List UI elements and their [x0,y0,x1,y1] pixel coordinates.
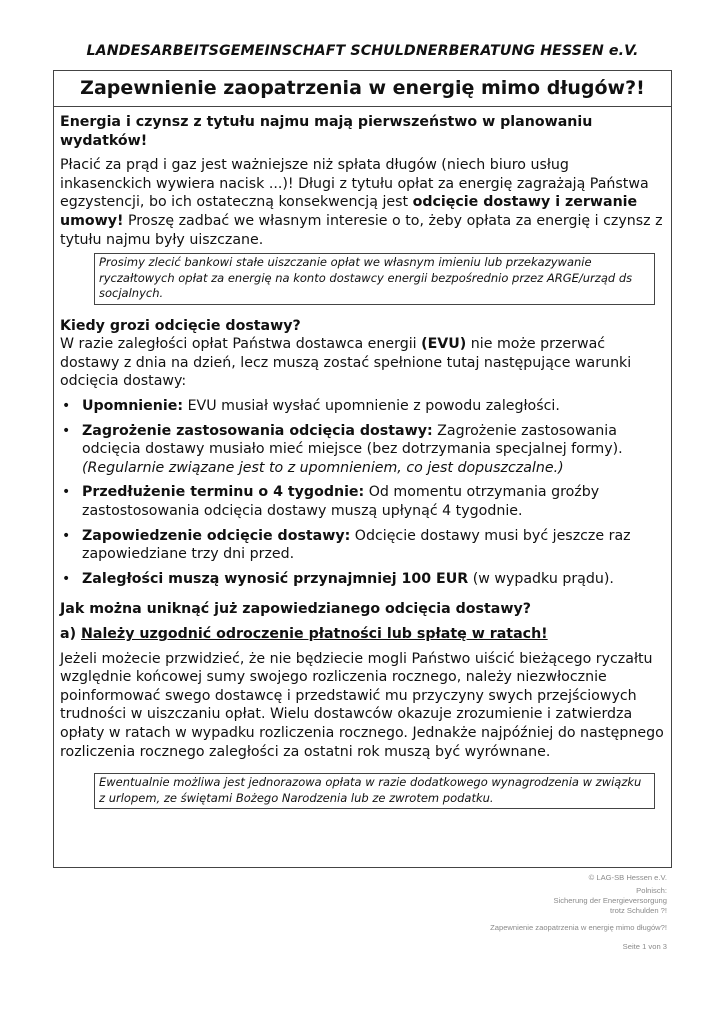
condition-label: Zapowiedzenie odcięcie dostawy: [82,527,351,544]
condition-remark: (Regularnie związane jest to z upomnieniem, co jest dopuszczalne.) [82,459,564,476]
section-priority-body [60,156,664,249]
document-frame [53,70,672,868]
bullet-icon: • [62,570,71,587]
bank-order-note: Prosimy zlecić bankowi stałe uiszczanie opłat we własnym imieniu lub przekazywanie ryczałtowych opłat za energię na konto dostawcy energii bezpośrednio przez ARGE/urząd ds socjalnych. [94,253,655,305]
section-disconnection-intro [60,335,664,391]
bullet-icon: • [62,422,71,439]
section-avoid-heading: Jak można uniknąć już zapowiedzianego odcięcia dostawy? [60,601,531,618]
list-item [60,483,664,520]
priority-body-text-end: Proszę zadbać we własnym interesie o to, żeby opłata za energię i czynsz z tytułu najmu były uiszczane. [60,212,663,248]
evu-abbreviation: (EVU) [421,336,467,353]
footer-german-title-line1: Sicherung der Energieversorgung [553,896,667,905]
list-item [60,397,664,416]
footer-polish-title: Zapewnienie zaopatrzenia w energię mimo długów?! [490,923,667,932]
section-priority-heading: Energia i czynsz z tytułu najmu mają pierwszeństwo w planowaniu wydatków! [60,114,593,149]
condition-text: Od momentu otrzymania groźby zastostosowania odcięcia dostawy muszą upłynąć 4 tygodnie. [82,484,600,519]
organization-header: LANDESARBEITSGEMEINSCHAFT SCHULDNERBERATUNG HESSEN e.V. [86,43,639,59]
footer-german-title-line2: trotz Schulden ?! [610,906,667,915]
list-item [60,422,664,478]
bullet-icon: • [62,527,71,544]
one-time-payment-note: Ewentualnie możliwa jest jednorazowa opłata w razie dodatkowego wynagrodzenia w związku z urlopem, ze świętami Bożego Narodzenia lub ze zwrotem podatku. [94,773,655,809]
disconnection-intro-text: W razie zaległości opłat Państwa dostawca energii [60,336,422,353]
document-content [60,113,664,809]
condition-text: Zagrożenie zastosowania odcięcia dostawy musiało mieć miejsce (bez dotrzymania specjalnej formy). [82,422,623,458]
condition-text: EVU musiał wysłać upomnienie z powodu zaległości. [183,398,560,415]
section-avoid-subheading [60,625,664,644]
priority-body-text: Płacić za prąd i gaz jest ważniejsze niż spłata długów (niech biuro usług inkasenckich wywiera nacisk ...)! Długi z tytułu opłat za energię zagrażają Państwa egzystencji, bo ich ostateczną konsekwencją jest [60,157,649,211]
condition-label: Przedłużenie terminu o 4 tygodnie: [82,484,365,501]
condition-label: Upomnienie: [82,398,184,415]
condition-label: Zaległości muszą wynosić przynajmniej 100 EUR [82,570,469,587]
list-item [60,527,664,564]
subheading-underlined: Należy uzgodnić odroczenie płatności lub spłatę w ratach! [81,625,548,642]
condition-text: (w wypadku prądu). [468,570,614,587]
disconnection-intro-text-end: nie może przerwać dostawy z dnia na dzień, lecz muszą zostać spełnione tutaj następujące warunki odcięcia dostawy: [60,336,632,390]
condition-label: Zagrożenie zastosowania odcięcia dostawy: [82,422,433,439]
section-avoid-body: Jeżeli możecie przwidzieć, że nie będziecie mogli Państwo uiścić bieżącego ryczałtu względnie końcowej sumy swojego rozliczenia rocznego, należy niezwłocznie poinformować swego dostawcę i przedstawić mu przyczyny swych przejściowych trudności w uiszczaniu opłat. Wielu dostawców okazuje zrozumienie i zatwierdza opłaty w ratach w wypadku rozliczenia rocznego. Jednakże najpóźniej do następnego rozliczenia rocznego zaległości za ostatni rok muszą być wyrównane. [60,650,664,760]
bullet-icon: • [62,484,71,501]
footer-page-number: Seite 1 von 3 [622,942,667,951]
bullet-icon: • [62,398,71,415]
disconnection-conditions-list [60,397,664,588]
subheading-prefix: a) [60,625,81,642]
footer-copyright: © LAG-SB Hessen e.V. [588,873,667,882]
footer-language: Polnisch: [636,886,667,895]
section-disconnection-heading: Kiedy grozi odcięcie dostawy? [60,317,301,334]
document-title: Zapewnienie zaopatrzenia w energię mimo długów?! [54,71,671,107]
list-item [60,570,664,589]
condition-text: Odcięcie dostawy musi być jeszcze raz zapowiedziane trzy dni przed. [82,527,631,563]
priority-body-emphasis: odcięcie dostawy i zerwanie umowy! [60,194,638,229]
